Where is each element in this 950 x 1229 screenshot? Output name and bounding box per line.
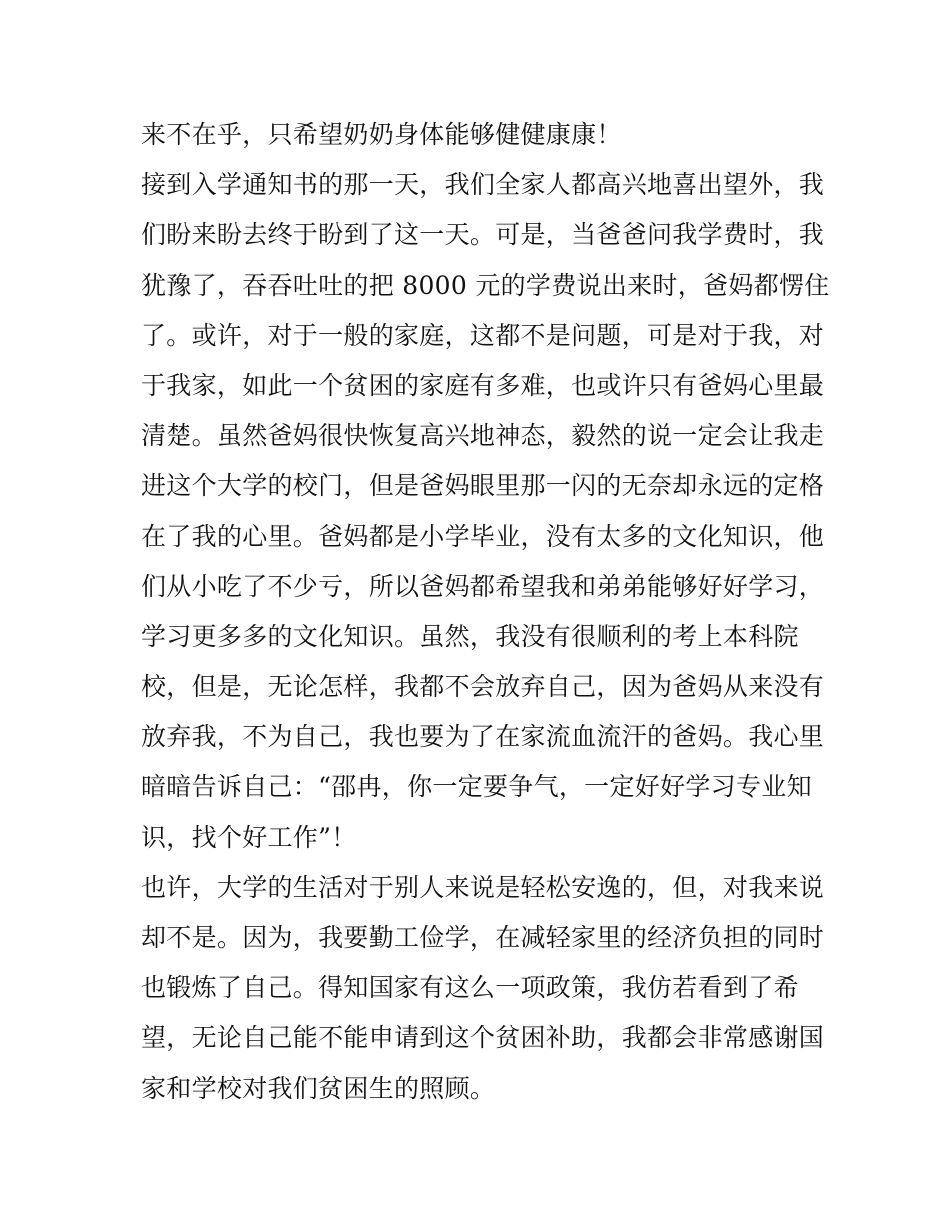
text-line-11: 学习更多多的文化知识。虽然，我没有很顺利的考上本科院 [141, 621, 799, 651]
text-line-14: 暗暗告诉自己：“邵冉，你一定要争气，一定好好学习专业知 [141, 772, 812, 802]
text-line-10: 们从小吃了不少亏，所以爸妈都希望我和弟弟能够好好学习， [141, 571, 825, 601]
text-line-16: 也许，大学的生活对于别人来说是轻松安逸的，但，对我来说 [141, 872, 825, 902]
text-line-1: 来不在乎，只希望奶奶身体能够健健康康！ [141, 120, 622, 149]
text-line-15: 识，找个好工作”！ [141, 822, 357, 852]
text-line-19: 望，无论自己能不能申请到这个贫困补助，我都会非常感谢国 [141, 1023, 825, 1053]
text-line-3: 们盼来盼去终于盼到了这一天。可是，当爸爸问我学费时，我 [141, 220, 825, 250]
text-line-9: 在了我的心里。爸妈都是小学毕业，没有太多的文化知识，他 [141, 521, 825, 551]
text-line-18: 也锻炼了自己。得知国家有这么一项政策，我仿若看到了希 [141, 973, 799, 1003]
body-text [141, 110, 830, 1114]
text-line-8: 进这个大学的校门，但是爸妈眼里那一闪的无奈却永远的定格 [141, 471, 825, 501]
text-line-13: 放弃我，不为自己，我也要为了在家流血流汗的爸妈。我心里 [141, 722, 825, 752]
text-line-7: 清楚。虽然爸妈很快恢复高兴地神态，毅然的说一定会让我走 [141, 421, 825, 451]
text-line-6: 于我家，如此一个贫困的家庭有多难，也或许只有爸妈心里最 [141, 370, 825, 400]
text-line-17: 却不是。因为，我要勤工俭学，在减轻家里的经济负担的同时 [141, 923, 825, 952]
text-line-12: 校，但是，无论怎样，我都不会放弃自己，因为爸妈从来没有 [141, 672, 825, 702]
text-line-5: 了。或许，对于一般的家庭，这都不是问题，可是对于我，对 [141, 320, 825, 350]
text-line-2: 接到入学通知书的那一天，我们全家人都高兴地喜出望外，我 [141, 170, 825, 200]
text-line-4: 犹豫了，吞吞吐吐的把 8000 元的学费说出来时，爸妈都愣住 [141, 270, 830, 300]
text-line-20: 家和学校对我们贫困生的照顾。 [141, 1073, 496, 1103]
